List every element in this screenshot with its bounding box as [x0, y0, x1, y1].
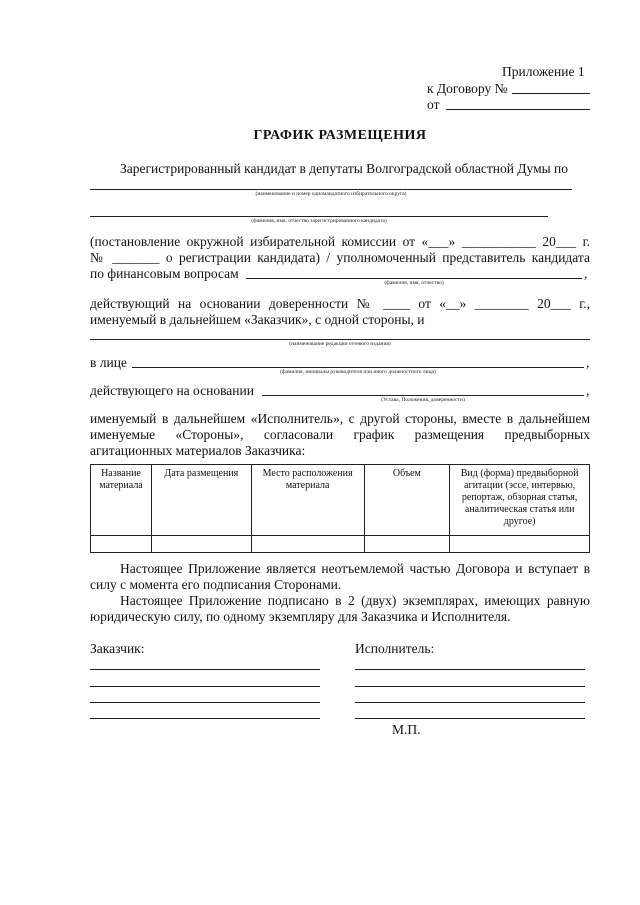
executor-sign-line — [355, 686, 585, 687]
district-hint: (наименование и номер одномандатного избирательного округа) — [255, 191, 407, 197]
closing-p1-line-2: силу с момента его подписания Сторонами. — [90, 577, 342, 592]
table-cell — [91, 536, 152, 553]
table-row — [91, 536, 590, 553]
closing-p1-line-1: Настоящее Приложение является неотъемлемой частью Договора и вступает в — [120, 561, 590, 576]
executor-line-2: именуемые «Стороны», согласовали график размещения предвыборных — [90, 427, 590, 442]
appendix-label: Приложение 1 — [502, 64, 585, 79]
document-title: ГРАФИК РАЗМЕЩЕНИЯ — [253, 128, 427, 143]
contract-date-label: от — [427, 97, 440, 112]
customer-label: Заказчик: — [90, 641, 145, 656]
executor-label: Исполнитель: — [355, 641, 435, 656]
column-header-material-name: Название материала — [91, 465, 152, 536]
finance-line — [246, 278, 582, 279]
schedule-table — [90, 464, 590, 553]
executor-sign-line — [355, 702, 585, 703]
column-header-location: Место расположения материала — [251, 465, 364, 536]
contract-number-line — [512, 93, 590, 94]
stamp-label: М.П. — [392, 722, 421, 737]
basis-line — [262, 395, 584, 396]
organization-hint: (наименование редакции сетевого издания) — [289, 341, 391, 347]
contract-number-label: к Договору № — [427, 81, 508, 96]
resolution-line-2: № _______ о регистрации кандидата) / уполномоченный представитель кандидата — [90, 250, 590, 265]
executor-line-1: именуемый в дальнейшем «Исполнитель», с другой стороны, вместе в дальнейшем — [90, 411, 590, 426]
table-cell — [251, 536, 364, 553]
person-prefix: в лице — [90, 355, 127, 370]
executor-sign-line — [355, 718, 585, 719]
finance-hint: (фамилия, имя, отчество) — [384, 280, 444, 286]
column-header-placement-date: Дата размещения — [151, 465, 251, 536]
finance-comma: , — [584, 266, 588, 281]
district-line — [90, 189, 572, 190]
table-header-row — [91, 465, 590, 536]
table-cell — [450, 536, 590, 553]
finance-prefix: по финансовым вопросам — [90, 266, 239, 281]
closing-p2-line-1: Настоящее Приложение подписано в 2 (двух) экземплярах, имеющих равную — [120, 593, 590, 608]
person-line — [132, 367, 584, 368]
power-line-2: именуемый в дальнейшем «Заказчик», с одной стороны, и — [90, 312, 425, 327]
executor-sign-line — [355, 669, 585, 670]
customer-sign-line — [90, 702, 320, 703]
person-hint: (фамилия, инициалы руководителя или иного должностного лица) — [280, 369, 436, 375]
customer-sign-line — [90, 669, 320, 670]
column-header-volume: Объем — [364, 465, 450, 536]
candidate-line — [90, 216, 548, 217]
table-cell — [364, 536, 450, 553]
column-header-agitation-type: Вид (форма) предвыборной агитации (эссе, интервью, репортаж, обзорная статья, аналитическая статья или другое) — [450, 465, 590, 536]
basis-prefix: действующего на основании — [90, 383, 254, 398]
resolution-line-1: (постановление окружной избирательной комиссии от «___» ___________ 20___ г. — [90, 234, 590, 249]
customer-sign-line — [90, 686, 320, 687]
contract-date-line — [446, 109, 590, 110]
organization-line — [90, 339, 590, 340]
power-line-1: действующий на основании доверенности № ____ от «__» ________ 20___ г., — [90, 296, 590, 311]
person-comma: , — [586, 355, 590, 370]
executor-line-3: агитационных материалов Заказчика: — [90, 443, 306, 458]
closing-p2-line-2: юридическую силу, по одному экземпляру для Заказчика и Исполнителя. — [90, 609, 511, 624]
basis-hint: (Устава, Положения, доверенности) — [381, 397, 465, 403]
intro-text: Зарегистрированный кандидат в депутаты Волгоградской областной Думы по — [120, 161, 569, 176]
customer-sign-line — [90, 718, 320, 719]
basis-comma: , — [586, 383, 590, 398]
table-cell — [151, 536, 251, 553]
candidate-hint: (фамилия, имя, отчество зарегистрированного кандидата) — [251, 218, 387, 224]
